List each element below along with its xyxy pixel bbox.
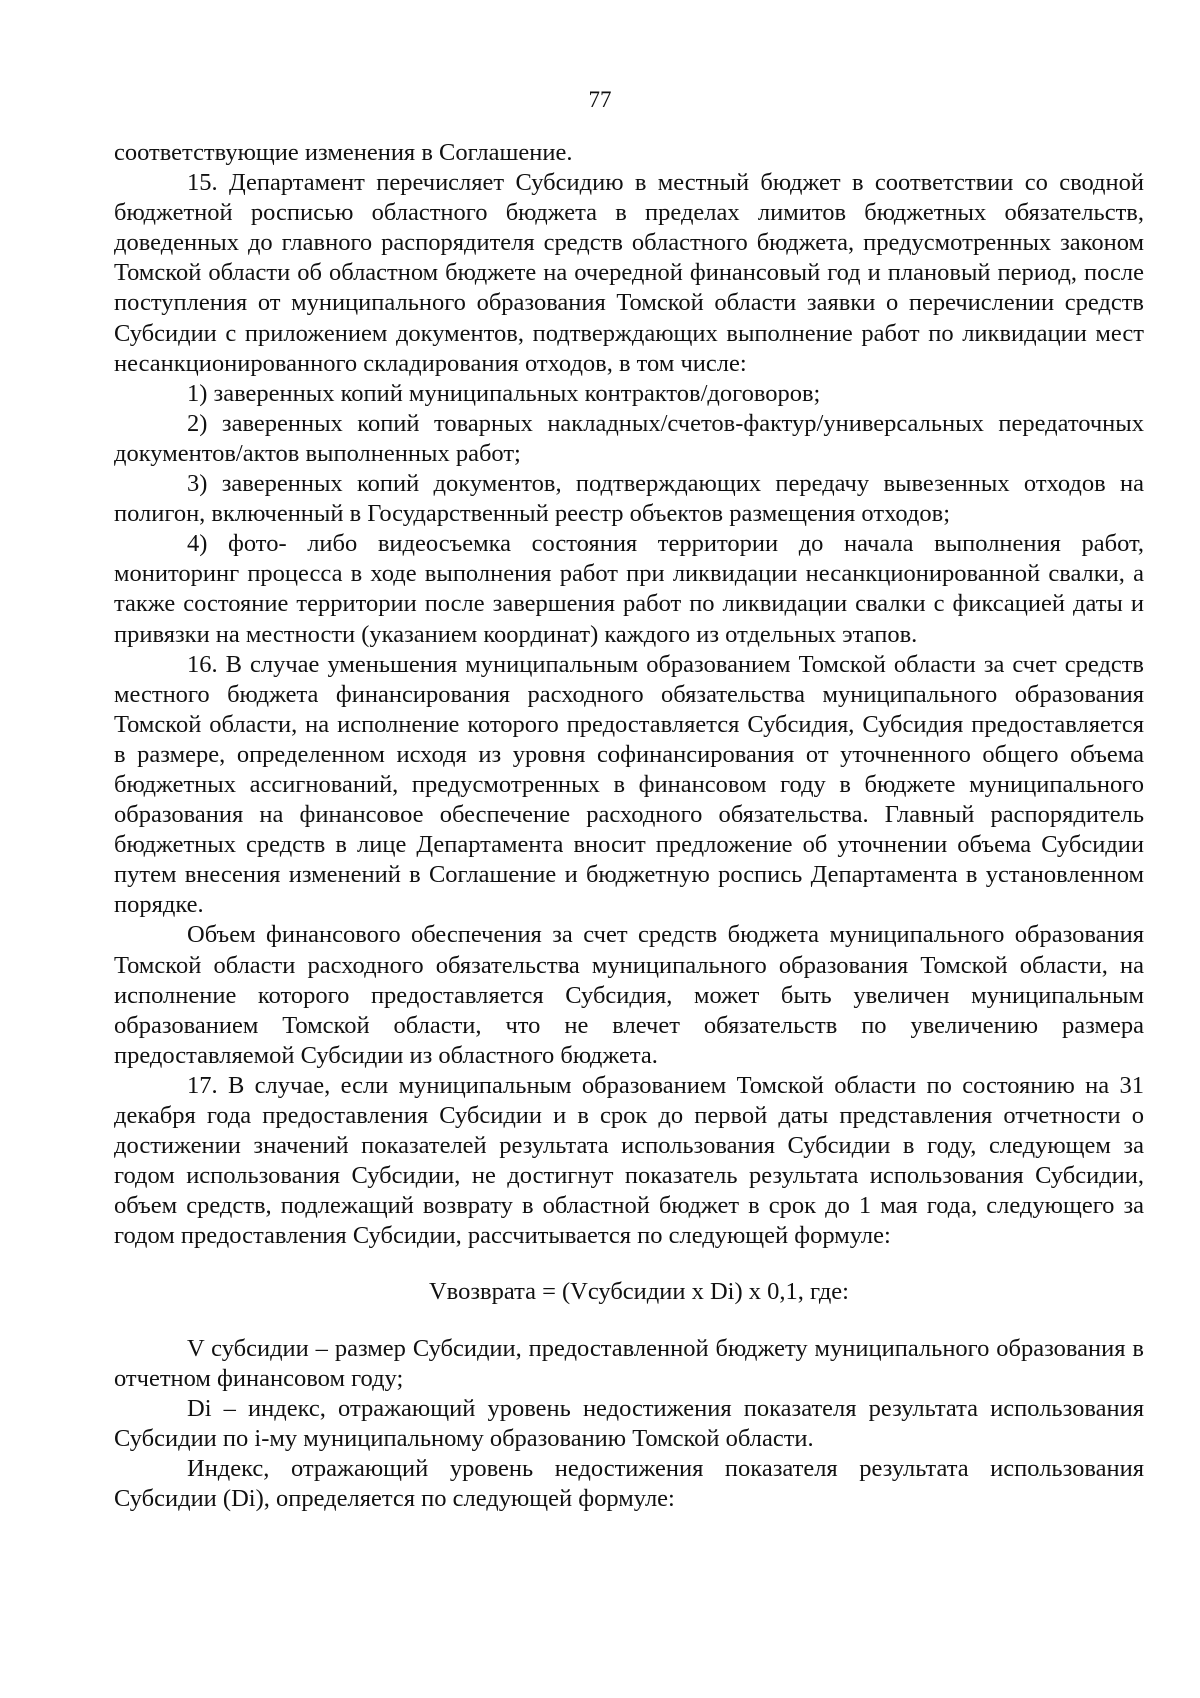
formula-refund: Vвозврата = (Vсубсидии x Di) x 0,1, где:: [428, 1278, 849, 1306]
definition-v-subsidy: V субсидии – размер Субсидии, предоставленной бюджету муниципального образования в отчетном финансовом году;: [114, 1334, 1144, 1392]
paragraph-financing-volume: Объем финансового обеспечения за счет средств бюджета муниципального образования Томской области расходного обязательства муниципального образования Томской области, на исполнение которого предоставляется Субсидия, может быть увеличен муниципальным образованием Томской области, что не влечет обязательств по увеличению размера предоставляемой Субсидии из областного бюджета.: [114, 921, 1144, 1069]
list-item-3: 3) заверенных копий документов, подтверждающих передачу вывезенных отходов на полигон, включенный в Государственный реестр объектов размещения отходов;: [114, 470, 1144, 528]
list-item-4: 4) фото- либо видеосъемка состояния территории до начала выполнения работ, мониторинг процесса в ходе выполнения работ при ликвидации несанкционированной свалки, а также состояние территории после завершения работ по ликвидации свалки с фиксацией даты и привязки на местности (указанием координат) каждого из отдельных этапов.: [114, 530, 1144, 648]
document-body: [114, 138, 1144, 1514]
list-item-1: 1) заверенных копий муниципальных контрактов/договоров;: [187, 379, 821, 407]
paragraph-clause-16: 16. В случае уменьшения муниципальным образованием Томской области за счет средств местного бюджета финансирования расходного обязательства муниципального образования Томской области, на исполнение которого предоставляется Субсидия, Субсидия предоставляется в размере, определенном исходя из уровня софинансирования от уточненного общего объема бюджетных ассигнований, предусмотренных в финансовом году в бюджете муниципального образования на финансовое обеспечение расходного обязательства. Главный распорядитель бюджетных средств в лице Департамента вносит предложение об уточнении объема Субсидии путем внесения изменений в Соглашение и бюджетную роспись Департамента в установленном порядке.: [114, 650, 1144, 919]
paragraph-index-formula-intro: Индекс, отражающий уровень недостижения показателя результата использования Субсидии (Di), определяется по следующей формуле:: [114, 1454, 1144, 1513]
paragraph-clause-15: 15. Департамент перечисляет Субсидию в местный бюджет в соответствии со сводной бюджетной росписью областного бюджета в пределах лимитов бюджетных обязательств, доведенных до главного распорядителя средств областного бюджета, предусмотренных законом Томской области об областном бюджете на очередной финансовый год и плановый период, после поступления от муниципального образования Томской области заявки о перечислении средств Субсидии с приложением документов, подтверждающих выполнение работ по ликвидации мест несанкционированного складирования отходов, в том числе:: [114, 169, 1144, 377]
paragraph-continuation: соответствующие изменения в Соглашение.: [114, 139, 573, 166]
definition-di-index: Di – индекс, отражающий уровень недостижения показателя результата использования Субсидии по i-му муниципальному образованию Томской области.: [114, 1394, 1144, 1452]
paragraph-clause-17: 17. В случае, если муниципальным образованием Томской области по состоянию на 31 декабря года предоставления Субсидии и в срок до первой даты представления отчетности о достижении значений показателей результата использования Субсидии в году, следующем за годом использования Субсидии, не достигнут показатель результата использования Субсидии, объем средств, подлежащий возврату в областной бюджет в срок до 1 мая года, следующего за годом предоставления Субсидии, рассчитывается по следующей формуле:: [114, 1071, 1144, 1250]
page-number: 77: [588, 87, 612, 112]
list-item-2: 2) заверенных копий товарных накладных/счетов-фактур/универсальных передаточных документов/актов выполненных работ;: [114, 409, 1144, 467]
